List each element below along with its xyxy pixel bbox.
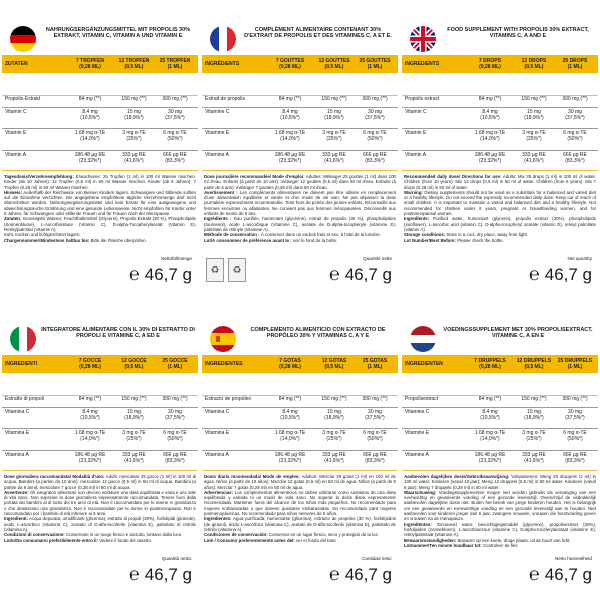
ingredient-name: Vitamin E <box>405 130 427 136</box>
row-divider <box>2 128 198 129</box>
paragraph-heading: Tagesdosis/Verzehrsempfehlung: <box>4 174 74 179</box>
dose-value: 84 mg (**) <box>278 96 302 102</box>
dose-value: 15 mg (18,9%*) <box>524 409 544 421</box>
net-quantity <box>329 264 392 285</box>
column-header: 7 TROPFEN (0,28 ML) <box>75 58 105 70</box>
ingredient-name: Vitamin C <box>405 109 427 115</box>
dose-value: 8.4 mg (10,5%*) <box>280 409 300 421</box>
dose-value: 84 mg (**) <box>478 96 502 102</box>
germany-flag-icon <box>10 26 36 52</box>
dose-value: 3 mg α-TE (25%*) <box>322 430 346 442</box>
dose-value: 6 mg α-TE (50%*) <box>363 130 387 142</box>
label-panel <box>0 300 200 600</box>
dose-value: 8.4 mg (10,5%*) <box>80 409 100 421</box>
dose-value: 150 mg (**) <box>321 96 347 102</box>
label-paragraph <box>204 190 396 216</box>
row-divider <box>402 128 598 129</box>
dose-value: 333 µg RE (41,6%*) <box>522 452 546 464</box>
dose-value: 15 mg (18,9%*) <box>524 109 544 121</box>
row-divider <box>202 150 398 151</box>
dose-value: 666 µg RE (83,3%*) <box>363 152 387 164</box>
paragraph-text: Adultos: Mezclar 25 gotas (1 ml) en 100 ml de agua. Niños (a partir de 10 años): Mezclar 12 gotas (0,5 ml) en 50 ml de agua. Niños (a partir de 6 años): Mezclar 7 gotas (0,28 ml) en 50 ml de agua. <box>204 474 396 490</box>
column-header: 7 GOUTTES (0,28 ML) <box>275 58 305 70</box>
label-text <box>204 474 396 543</box>
paragraph-text: Adultes: Mélanger 25 gouttes (1 ml) dans 100 ml d'eau. Enfants (à partir de 10 ans): mélanger 12 gouttes (0,5 ml) dans 50 ml d'eau. Enfants (à partir de 6 ans): mélanger 7 gouttes (0,28 ml) dans 50 ml d'eau. <box>204 174 396 190</box>
column-header: INGREDIENTEN <box>405 361 443 367</box>
ingredient-name: Vitamine E <box>405 430 430 436</box>
dose-value: 300 mg (**) <box>162 96 188 102</box>
column-header: 12 DROPS (0,5 ML) <box>521 58 547 70</box>
estimated-sign-icon: ℮ <box>528 564 540 584</box>
ingredient-name: Vitamin A <box>5 152 27 158</box>
paragraph-text: ver el fondo del bote <box>294 537 336 543</box>
product-title: VOEDINGSSUPPLEMENT MET 30% PROPOLISEXTRACT, VITAMINE C, A EN E <box>443 327 593 340</box>
paragraph-heading: Recommended daily dose/ Directions for use: <box>404 174 502 179</box>
table-header <box>402 355 598 373</box>
paragraph-text: Los complementos alimenticios no deben utilizarse como sustitutos de una dieta equilibrada y variada ni un modo de vida sano. No superar la dosis diaria expresamente recomendada. Mantener fuera del alcance de los niños más pequeños. No recomendado para mujeres embarazadas o que deseen quedarse embarazadas. No recomendado para mujeres posmenopáusicas. No recomendado para niños menores de 6 años. <box>204 489 396 517</box>
paragraph-text: Store in a cool, dry place, away from light. <box>445 232 528 238</box>
label-panel <box>200 0 400 300</box>
paragraph-text: Gereinigtes Wasser, Feuchthaltemittel (Glycerin), Propolis-Extrakt (30 %), Phospholipide (Sonnenblume), L-Ascorbinsäure (Vitamin C), D-alpha-Tocopherylacetat (Vitamin E), Retinylpalmitat (Vitamin A). <box>4 216 196 232</box>
label-text <box>4 474 196 543</box>
label-text <box>204 174 396 243</box>
net-quantity-label: Quantité nette <box>363 256 392 261</box>
label-paragraph <box>204 174 396 190</box>
row-divider <box>402 150 598 151</box>
row-divider <box>2 450 198 451</box>
paragraph-text: Vedere il fondo del vasetto. <box>97 537 153 543</box>
spain-flag-icon <box>210 326 236 352</box>
net-quantity-value: 46,7 g <box>344 565 392 584</box>
italy-flag-icon <box>10 326 36 352</box>
column-header: 7 DROPS (0,28 ML) <box>479 58 501 70</box>
dose-value: 3 mg α-TE (25%*) <box>522 130 546 142</box>
paragraph-heading: Lotto/Da consumarsi preferibilmente entro il: <box>4 537 98 543</box>
paragraph-text: Adults: Mix 25 drops (1 ml) in 100 ml of water. Children (from 10 years): Mix 12 drops (0,5 ml) in 50 ml of water. Children (from 6 years): Mix 7 drops (0,28 ml) in 50 ml of water. <box>404 174 596 190</box>
dose-value: 3 mg α-TE (25%*) <box>122 430 146 442</box>
column-header: 7 GOTAS (0,28 ML) <box>279 358 301 370</box>
dose-value: 1.68 mg α-TE (14,0%*) <box>274 430 306 442</box>
net-quantity <box>529 264 592 285</box>
paragraph-heading: Lot/À consommer de préférence avant le : <box>204 237 292 243</box>
column-header: 7 DRUPPELS (0,28 ML) <box>474 358 506 370</box>
column-header: INGREDIENTS <box>405 61 440 67</box>
label-paragraph <box>404 238 596 243</box>
paragraph-text: Voedingssupplementen mogen niet worden gebruikt als vervanging van een evenwichtig en gevarieerde voeding of een gezonde levensstijl. Overschrijd de uitdrukkelijk aanbevolen dagelijkse dosis niet. Buiten het bereik van jonge kinderen houden. Het is belangrijk om een gevarieerde en evenwichtige voeding en een gezonde levensstijl aan te houden. Niet aanbevolen voor kinderen jonger dan 6 jaar, zwangere vrouwen, vrouwen die borstvoeding geven en vrouwen na de menopauze. <box>404 489 596 522</box>
row-divider <box>402 450 598 451</box>
dose-value: 186.48 µg RE (23,32%*) <box>274 152 306 164</box>
table-divider <box>202 470 398 471</box>
label-paragraph <box>404 474 596 490</box>
dose-value: 6 mg α-TE (50%*) <box>563 430 587 442</box>
paragraph-heading: Bewaaromstandigheden: <box>404 537 457 543</box>
ingredient-name: Vitamin A <box>405 152 427 158</box>
paragraph-heading: Storage conditions: <box>404 232 446 238</box>
dose-value: 1.68 mg α-TE (14,0%*) <box>74 430 106 442</box>
dose-value: 84 mg (**) <box>78 96 102 102</box>
ingredient-name: Vitamine C <box>205 109 230 115</box>
paragraph-heading: Lot Number/Best Before: <box>404 237 456 243</box>
row-divider <box>2 150 198 151</box>
paragraph-heading: Lote / Consumir preferentemente antes del: <box>204 537 295 543</box>
dose-value: 84 mg (**) <box>278 396 302 402</box>
column-header: INGRÉDIENTS <box>205 61 240 67</box>
dose-value: 3 mg α-TE (25%*) <box>122 130 146 142</box>
dose-value: 333 µg RE (41,6%*) <box>122 152 146 164</box>
dose-value: 6 mg α-TE (50%*) <box>163 130 187 142</box>
dose-value: 30 mg (37,5%*) <box>565 109 585 121</box>
paragraph-heading: Ingrédients : <box>204 216 232 222</box>
triman-logo-icon: ♻ <box>228 258 246 282</box>
net-quantity <box>129 264 192 285</box>
table-header <box>402 55 598 73</box>
label-paragraph <box>4 538 196 543</box>
ingredient-name: Vitamina A <box>205 452 229 458</box>
net-quantity <box>129 564 192 585</box>
ingredient-name: Estratto di propoli <box>5 396 44 402</box>
netherlands-flag-icon <box>410 326 436 352</box>
label-panel <box>200 300 400 600</box>
dose-value: 30 mg (37,5%*) <box>165 409 185 421</box>
ingredient-name: Vitamine C <box>405 409 430 415</box>
paragraph-text: Please check the bottle. <box>455 237 504 243</box>
dose-value: 333 µg RE (41,6%*) <box>522 152 546 164</box>
paragraph-text: Conservar en un lugar fresco, seco y protegido de la luz. <box>267 532 379 538</box>
paragraph-text: Dietary supplements should not be used as a substitute for a balanced and varied diet or a healthy lifestyle. Do not exceed the expressly recommended daily dose. Keep out of reach of small children. It is important to maintain a varied and balanced diet and a healthy lifestyle. Not recommended for children under 6 years, pregnant or breastfeeding women, and for postmenopausal women. <box>404 189 596 217</box>
paragraph-heading: Dose journalière recommandée/ Mode d'emploi: <box>204 174 305 179</box>
row-divider <box>2 428 198 429</box>
dose-value: 1.68 mg α-TE (14,0%*) <box>474 430 506 442</box>
label-paragraph <box>404 174 596 190</box>
ingredient-name: Propolis extract <box>405 96 440 102</box>
label-panel <box>0 0 200 300</box>
dose-value: 666 µg RE (83,3%*) <box>563 152 587 164</box>
dose-value: 6 mg α-TE (50%*) <box>163 430 187 442</box>
row-divider <box>402 428 598 429</box>
row-divider <box>202 407 398 408</box>
column-header: 25 DRUPPELS (1 ML) <box>557 358 593 370</box>
label-panel <box>400 0 600 300</box>
estimated-sign-icon: ℮ <box>328 264 340 284</box>
dose-value: 186.48 µg RE (23,32%*) <box>474 452 506 464</box>
product-title: COMPLÉMENT ALIMENTAIRE CONTENANT 30% D'EXTRAIT DE PROPOLIS ET DES VITAMINES C, A ET E. <box>244 27 392 40</box>
table-header <box>2 355 198 373</box>
dose-value: 186.48 µg RE (23,32%*) <box>474 152 506 164</box>
dose-value: 300 mg (**) <box>562 396 588 402</box>
estimated-sign-icon: ℮ <box>328 564 340 584</box>
ingredient-name: Vitamin E <box>5 130 27 136</box>
dose-value: 666 µg RE (83,3%*) <box>163 152 187 164</box>
paragraph-text: À conserver dans un endroit frais et sec, à l'abri de la lumière. <box>259 232 382 238</box>
ingredient-name: Vitamin C <box>5 109 27 115</box>
dose-value: 15 mg (18,9%*) <box>124 109 144 121</box>
label-paragraph <box>404 216 596 232</box>
paragraph-text: Adulti: mescolare 25 gocce (1 ml) in 100 ml di acqua. Bambini (a partire da 10 anni): mescolare 12 gocce (0,5 ml) in 50 ml di acqua. Bambini (a partire da 6 anni): mescolare 7 gocce (0,28 ml) in 50 ml di acqua. <box>4 474 196 490</box>
row-divider <box>402 107 598 108</box>
paragraph-text: Agua purificada, humectante (glicerina), extracto de propóleo (30 %), fosfolípidos (de girasol), ácido L-ascórbico (vitamina C), acetato de D-alfa-tocoferilo (vitamina E), palmitato de retinilo (vitamina A). <box>204 516 396 532</box>
dose-value: 300 mg (**) <box>562 96 588 102</box>
dose-value: 8.4 mg (10,5%*) <box>280 109 300 121</box>
dose-value: 666 µg RE (83,3%*) <box>563 452 587 464</box>
dose-value: 8.4 mg (10,5%*) <box>80 109 100 121</box>
net-quantity-label: Cantidad neta: <box>362 556 392 561</box>
column-header: 12 TROPFEN (0,5 ML) <box>118 58 150 70</box>
net-quantity-label: Net quantity <box>567 256 592 261</box>
ingredient-name: Propolisextract <box>405 396 439 402</box>
label-paragraph <box>204 538 396 543</box>
label-paragraph <box>4 216 196 232</box>
table-header <box>202 55 398 73</box>
table-divider <box>402 470 598 471</box>
dose-value: 333 µg RE (41,6%*) <box>322 152 346 164</box>
ingredient-name: Vitamina E <box>5 430 30 436</box>
dose-value: 8.4 mg (10,5%*) <box>480 409 500 421</box>
label-paragraph <box>204 474 396 490</box>
ingredient-name: Propolis-Extrakt <box>5 96 41 102</box>
dose-value: 84 mg (**) <box>78 396 102 402</box>
dose-value: 150 mg (**) <box>521 96 547 102</box>
label-text <box>4 174 196 243</box>
label-paragraph <box>4 174 196 190</box>
label-paragraph <box>404 190 596 216</box>
dose-value: 30 mg (37,5%*) <box>365 409 385 421</box>
paragraph-heading: Ingredienti: <box>4 516 28 522</box>
paragraph-heading: Dosis diaria recomendada/ Modo de empleo: <box>204 474 300 479</box>
paragraph-text: Les compléments alimentaires ne doivent pas être utilisés en remplacement d'une alimentation équilibrée et variée et d'un mode de vie sain. Ne pas dépasser la dose journalière expressément recommandée. Tenir hors de portée des jeunes enfants. Déconseillé aux femmes enceintes ou allaitantes. Ne convient pas aux femmes ménopausées. Déconseillé aux enfants de moins de 6 ans. <box>204 189 397 217</box>
paragraph-heading: Avertissement : <box>204 189 238 195</box>
paragraph-text: Purified water, humectant (glycerin), propolis extract (30%), phospholipids (sunflower), L-ascorbic acid (vitamin C), D-alpha-tocopheryl acetate (vitamin E), retinyl palmitate (vitamin A). <box>404 216 596 232</box>
dose-value: 6 mg α-TE (50%*) <box>363 430 387 442</box>
ingredient-name: Vitamina C <box>205 409 230 415</box>
dose-value: 84 mg (**) <box>478 396 502 402</box>
net-quantity-value: 46,7 g <box>344 265 392 284</box>
table-header <box>2 55 198 73</box>
dose-value: 30 mg (37,5%*) <box>565 409 585 421</box>
dose-value: 186.48 µg RE (23,32%*) <box>74 152 106 164</box>
paragraph-text: Bitte die Flasche überprüfen. <box>89 237 147 243</box>
column-header: 25 GOUTTES (1 ML) <box>359 58 391 70</box>
column-header: 25 DROPS (1 ML) <box>562 58 588 70</box>
paragraph-text: Gezuiverd water, bevochtigingsmiddel (glycerine), propolisextract (30%), fosfolipiden (zonnebloem), L-ascorbinezuur (vitamine C), D-alpha-tocoferylacetaat (vitamine E), retinylpalmitaat (vitamine A). <box>404 521 596 538</box>
dose-value: 150 mg (**) <box>321 396 347 402</box>
dose-value: 186.48 µg RE (23,32%*) <box>74 452 106 464</box>
column-header: 12 GOCCE (0,5 ML) <box>121 358 147 370</box>
paragraph-text: Eau purifiée, humectant (glycérine), extrait de propolis (30 %), phospholipides (tournesol), acide L-ascorbique (Vitamine C), acétate de D-alpha-tocophéryle (vitamine E), palmitate de rétinyle (vitamine A). <box>204 216 396 232</box>
dose-value: 666 µg RE (83,3%*) <box>163 452 187 464</box>
dose-value: 15 mg (18,9%*) <box>124 409 144 421</box>
dose-value: 1.68 mg α-TE (14,0%*) <box>474 130 506 142</box>
product-title: NAHRUNGSERGÄNZUNGSMITTEL MIT PROPOLIS 30% EXTRAKT, VITAMIN C, VITAMIN A UND VITAMIN E <box>45 27 191 40</box>
paragraph-heading: Condizioni di conservazione: <box>4 532 65 538</box>
paragraph-heading: Condiciones de conservación: <box>204 532 268 538</box>
table-divider <box>2 170 198 171</box>
label-text <box>404 174 596 243</box>
label-paragraph <box>4 474 196 490</box>
uk-flag-icon <box>410 26 436 52</box>
paragraph-text: Controleer de fles <box>481 542 518 548</box>
paragraph-heading: Méthode de conservation : <box>204 232 260 238</box>
net-quantity-label: Quantità netta: <box>161 556 192 561</box>
net-quantity <box>329 564 392 585</box>
pictograms <box>206 258 246 282</box>
table-header <box>202 355 398 373</box>
column-header: INGREDIENTES <box>205 361 243 367</box>
ingredient-name: Vitamine A <box>205 152 229 158</box>
france-flag-icon <box>210 26 236 52</box>
paragraph-heading: Ingredients: <box>404 216 430 222</box>
dose-value: 3 mg α-TE (25%*) <box>322 130 346 142</box>
row-divider <box>2 107 198 108</box>
ingredient-name: Vitamina A <box>5 452 29 458</box>
ingredient-name: Vitamine A <box>405 452 429 458</box>
label-paragraph <box>4 238 196 243</box>
paragraph-text: Außerhalb der Reichweite von kleinen Kindern lagern. Schwangere und Stillende sollten auf die Einnahme verzichten. Die angegebene empfohlene tägliche Verzehrsmenge darf nicht überschritten werden. Nahrungsergänzungsmittel sind kein Ersatz für eine ausgewogene und abwechslungsreiche Ernährung und eine gesunde Lebensweise. Nicht empfohlen für Kinder unter 6 Jahren, für Schwangere oder stillende Frauen und für Frauen nach der Menopause. <box>4 189 196 217</box>
dose-value: 8.4 mg (10,5%*) <box>480 109 500 121</box>
net-quantity-value: 46,7 g <box>144 565 192 584</box>
column-header: 25 GOTAS (1 ML) <box>362 358 388 370</box>
dose-value: 150 mg (**) <box>121 96 147 102</box>
dose-value: 300 mg (**) <box>162 396 188 402</box>
paragraph-heading: Dose giornaliera raccomandata/ Modalità d'uso: <box>4 474 105 479</box>
dose-value: 300 mg (**) <box>362 96 388 102</box>
label-paragraph <box>404 522 596 538</box>
paragraph-heading: Waarschuwing: <box>404 489 437 495</box>
net-quantity-label: Netto hoeveelheid <box>554 556 592 561</box>
paragraph-heading: Ingredientes: <box>204 516 232 522</box>
paragraph-heading: Ingrediënten: <box>404 521 432 527</box>
ingredient-name: Vitamina C <box>5 409 30 415</box>
net-quantity-value: 46,7 g <box>144 265 192 284</box>
net-quantity <box>529 564 592 585</box>
ingredient-name: Extrait de propolis <box>205 96 246 102</box>
column-header: 12 GOUTTES (0,5 ML) <box>318 58 350 70</box>
ingredient-name: Extracto de propóleo <box>205 396 252 402</box>
row-divider <box>202 107 398 108</box>
paragraph-heading: Hinweis: <box>4 189 23 195</box>
product-title: COMPLEMENTO ALIMENTICIO CON EXTRACTO DE PROPÓLEO 30% Y VITAMINAS C, A Y E <box>250 327 386 340</box>
label-paragraph <box>204 238 396 243</box>
paragraph-text: Bewaren op een koele, droge plaats, uit de buurt van licht. <box>456 537 571 543</box>
label-paragraph <box>4 190 196 216</box>
paragraph-heading: Advertencias: <box>204 489 234 495</box>
label-paragraph <box>204 490 396 516</box>
net-quantity-value: 46,7 g <box>544 565 592 584</box>
table-divider <box>2 470 198 471</box>
paragraph-heading: Lotnummer/Ten minste houdbaar tot: <box>404 542 482 548</box>
dose-value: 15 mg (18,9%*) <box>324 109 344 121</box>
label-paragraph <box>4 516 196 532</box>
net-quantity-value: 46,7 g <box>544 265 592 284</box>
paragraph-heading: Aanbevolen dagelijkse dosis/Gebruiksaanwijzing: <box>404 474 510 479</box>
row-divider <box>202 428 398 429</box>
column-header: 12 GOTAS (0,5 ML) <box>321 358 347 370</box>
label-paragraph <box>204 516 396 532</box>
dose-value: 15 mg (18,9%*) <box>324 409 344 421</box>
dose-value: 150 mg (**) <box>121 396 147 402</box>
net-quantity-label: Nettofüllmenge <box>161 256 192 261</box>
label-text <box>404 474 596 548</box>
estimated-sign-icon: ℮ <box>528 264 540 284</box>
label-paragraph <box>404 490 596 522</box>
label-paragraph <box>404 543 596 548</box>
dose-value: 1.68 mg α-TE (14,0%*) <box>74 130 106 142</box>
row-divider <box>202 128 398 129</box>
estimated-sign-icon: ℮ <box>128 564 140 584</box>
paragraph-text: Erwachsene: 25 Tropfen (1 ml) in 100 ml Wasser mischen. Kinder (ab 10 Jahren): 12 Tropfen (0,5 ml) in 50 ml Wasser mischen. Kinder (ab 6 Jahren): 7 Tropfen (0,28 ml) in 50 ml Wasser mischen. <box>4 174 196 190</box>
label-paragraph <box>4 490 196 516</box>
paragraph-heading: Warning: <box>404 189 423 195</box>
ingredient-name: Vitamina E <box>205 430 230 436</box>
row-divider <box>202 450 398 451</box>
product-title: INTEGRATORE ALIMENTARE CON IL 30% DI ESTRATTO DI PROPOLI E VITAMINE C, A ED E <box>41 327 195 340</box>
paragraph-text: Volwassenen: Meng 25 druppels (1 ml) in 100 ml water. Kinderen (vanaf 10 jaar): Meng 12 druppels (0,5 ml) in 50 ml water. Kinderen (vanaf 6 jaar): Meng 7 druppels (0,28 ml) in 50 ml water. <box>404 474 596 490</box>
dose-value: 186.48 µg RE (23,32%*) <box>274 452 306 464</box>
paragraph-text: Kühl, trocken und lichtgeschützt lagern. <box>4 232 81 238</box>
column-header: 12 DRUPPELS (0,5 ML) <box>516 358 552 370</box>
column-header: INGREDIENTI <box>5 361 38 367</box>
paragraph-text: Gli integratori alimentari non devono sostituire una dieta equilibrata e varia e uno stile di vita sano. Non superare la dose giornaliera espressamente raccomandata. Tenere fuori dalla portata dei bambini al di sotto dei tre anni di età. Non è raccomandato per le donne in gravidanza o che desiderano una gravidanza. Non è raccomandato per le donne in postmenopausa. Non è raccomandato per i bambini di età inferiore ai 6 anni. <box>4 489 196 517</box>
dose-value: 666 µg RE (83,3%*) <box>363 452 387 464</box>
paragraph-heading: Zutaten: <box>4 216 22 222</box>
column-header: ZUTATEN <box>5 61 28 67</box>
paragraph-text: voir le fond de la boîte. <box>291 237 338 243</box>
dose-value: 333 µg RE (41,6%*) <box>322 452 346 464</box>
dose-value: 150 mg (**) <box>521 396 547 402</box>
column-header: 25 TROPFEN (1 ML) <box>159 58 191 70</box>
recycling-pictogram-icon: ♻ <box>206 258 224 282</box>
paragraph-heading: Avvertenze: <box>4 489 29 495</box>
product-title: FOOD SUPPLEMENT WITH PROPOLIS 30% EXTRACT, VITAMINS C, A AND E <box>447 27 589 40</box>
table-divider <box>402 170 598 171</box>
row-divider <box>402 407 598 408</box>
row-divider <box>2 407 198 408</box>
paragraph-heading: Chargennummer/Mindestens haltbar bis: <box>4 237 90 243</box>
label-panel <box>400 300 600 600</box>
column-header: 25 GOCCE (1 ML) <box>162 358 188 370</box>
dose-value: 1.68 mg α-TE (14,0%*) <box>274 130 306 142</box>
dose-value: 6 mg α-TE (50%*) <box>563 130 587 142</box>
ingredient-name: Vitamine E <box>205 130 230 136</box>
label-paragraph <box>204 216 396 232</box>
paragraph-text: Conservare in un luogo fresco e asciutto, lontano dalla luce. <box>64 532 183 538</box>
table-divider <box>202 170 398 171</box>
dose-value: 30 mg (37,5%*) <box>365 109 385 121</box>
column-header: 7 GOCCE (0,28 ML) <box>78 358 102 370</box>
dose-value: 3 mg α-TE (25%*) <box>522 430 546 442</box>
paragraph-text: Acqua depurata, umidificanti (glicerina), estratto di propoli (30%), fosfolipidi (girasole), acido L-ascorbico (vitamina C), acetato di D-alfa-tocoferile (vitamina E), palmitato di retinile (vitamina A). <box>4 516 196 532</box>
estimated-sign-icon: ℮ <box>128 264 140 284</box>
dose-value: 300 mg (**) <box>362 396 388 402</box>
dose-value: 30 mg (37,5%*) <box>165 109 185 121</box>
dose-value: 333 µg RE (41,6%*) <box>122 452 146 464</box>
